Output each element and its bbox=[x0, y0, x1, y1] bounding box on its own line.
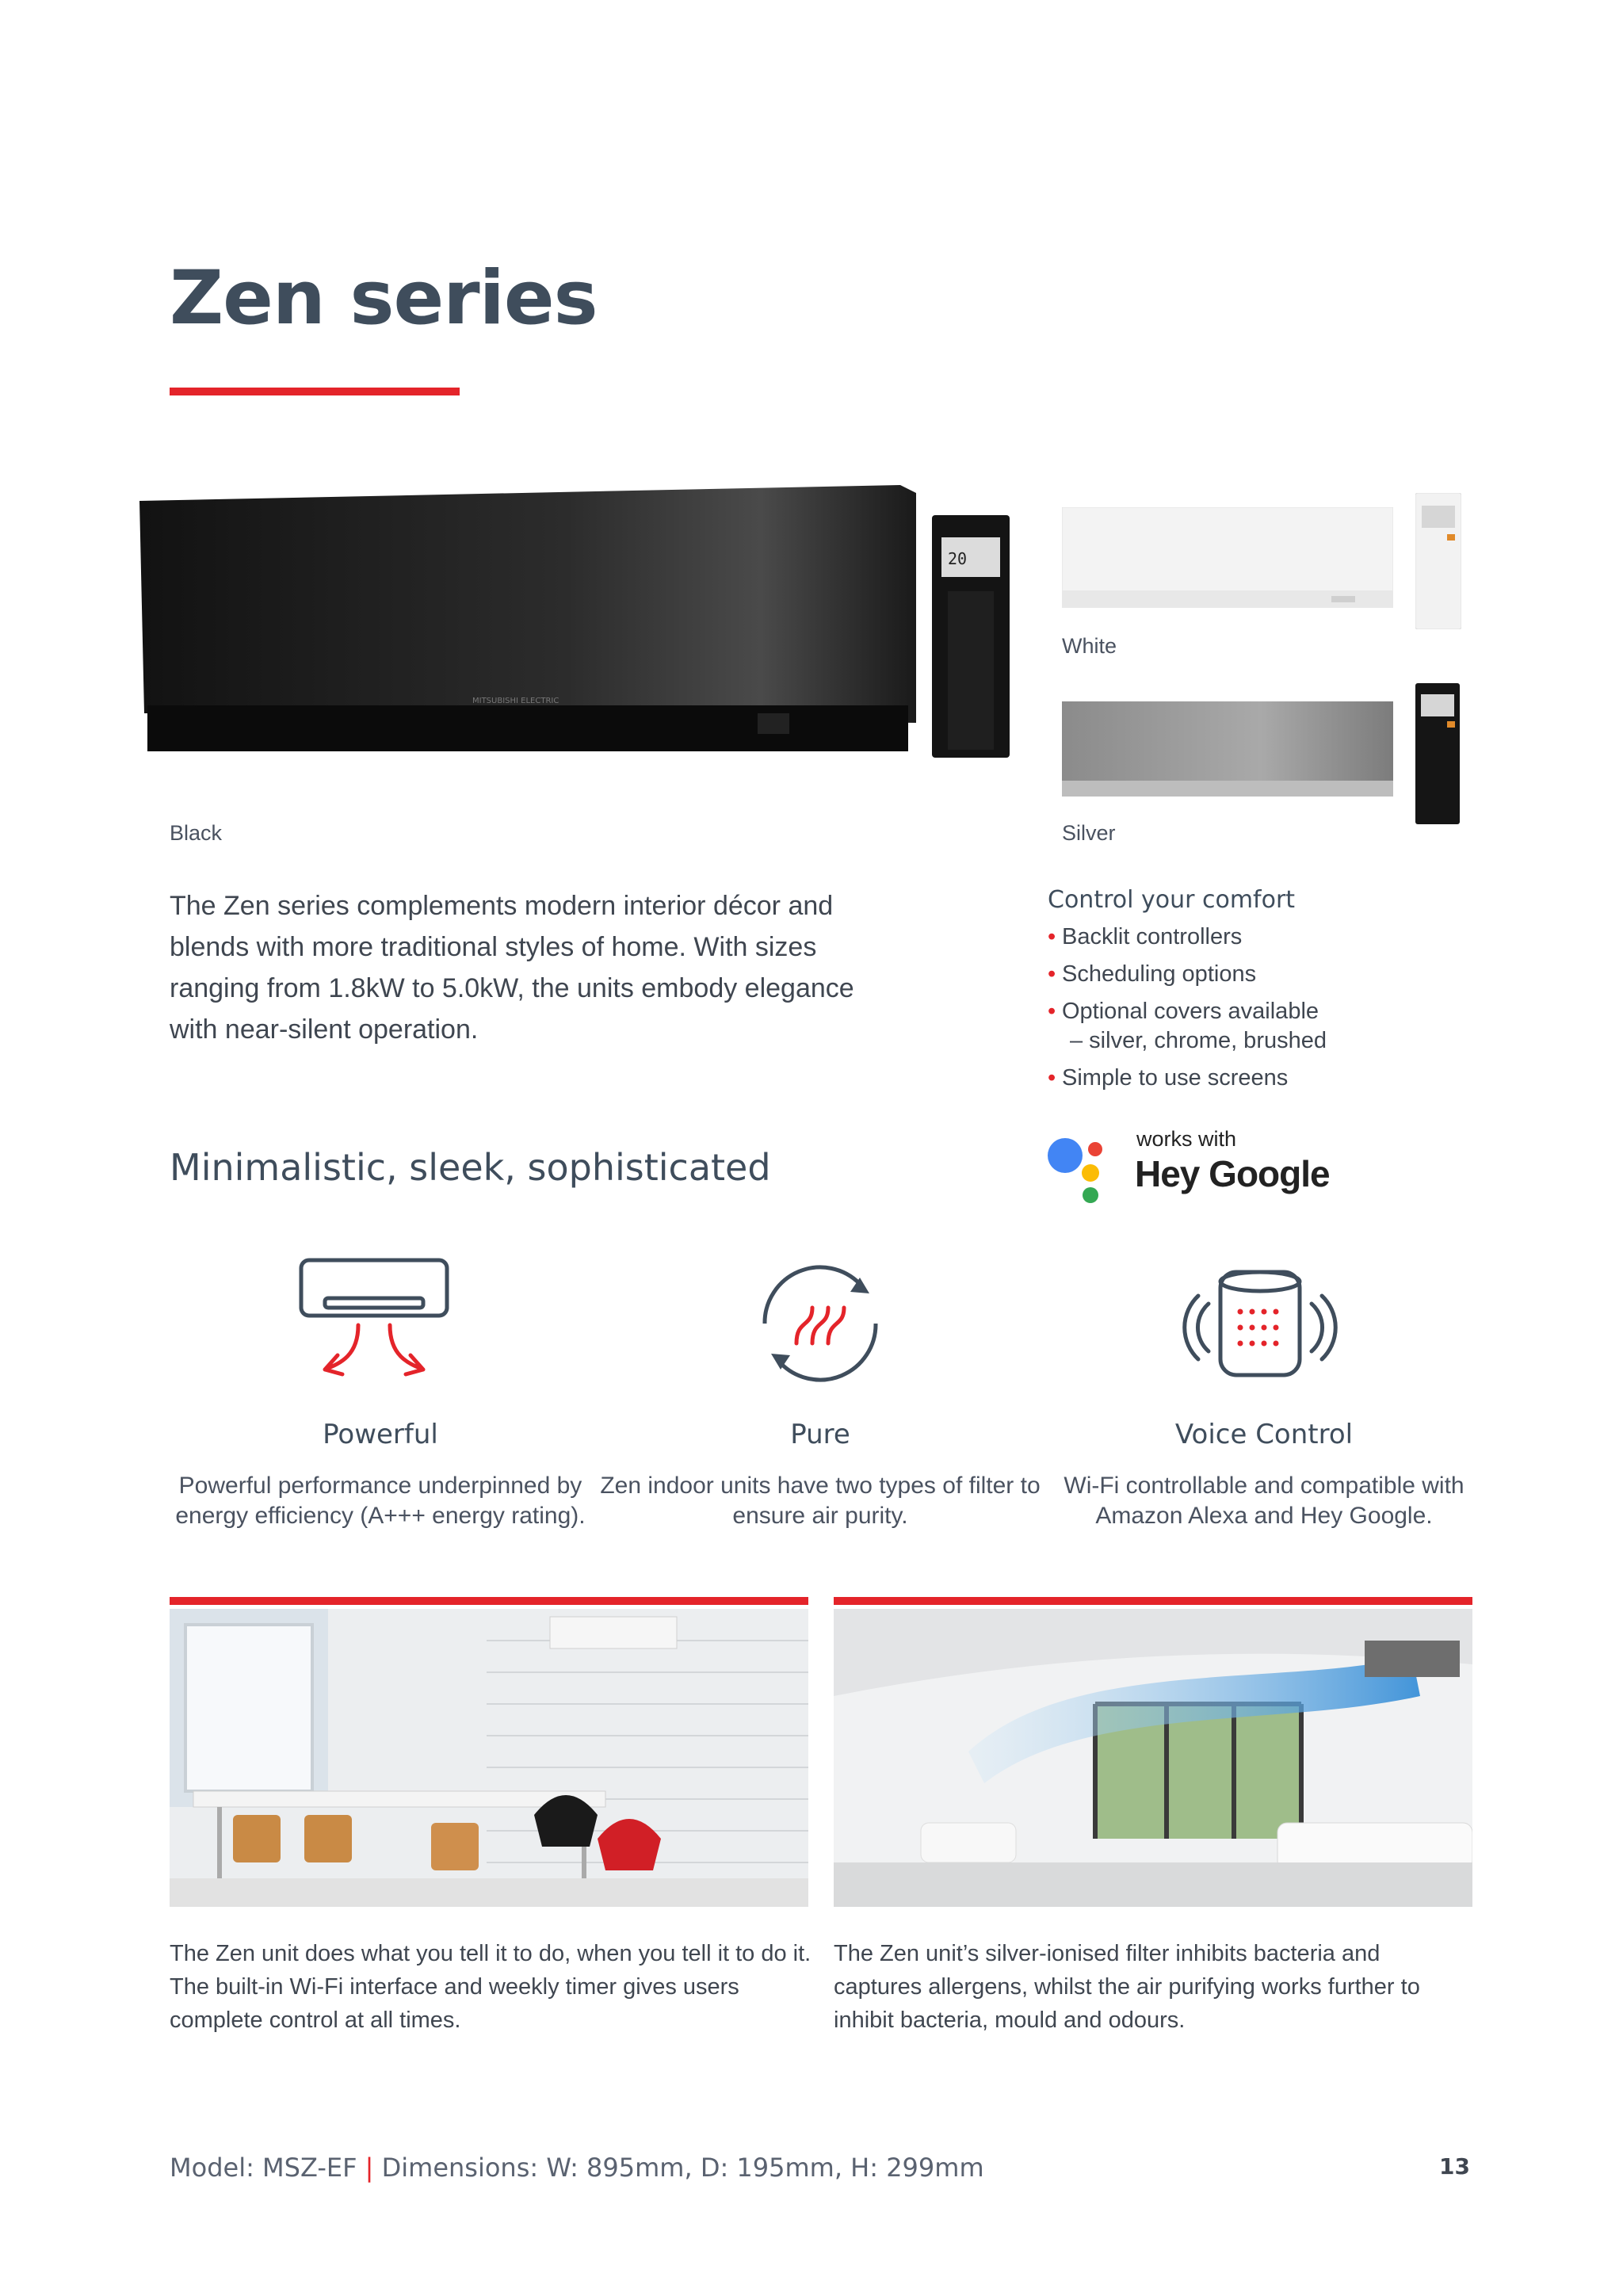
svg-text:MITSUBISHI ELECTRIC: MITSUBISHI ELECTRIC bbox=[472, 697, 559, 705]
google-assistant-icon bbox=[1048, 1132, 1111, 1203]
title-underline bbox=[170, 388, 460, 395]
living-room-photo bbox=[834, 1609, 1472, 1907]
list-item: • Backlit controllers bbox=[1048, 924, 1243, 949]
list-item: • Simple to use screens bbox=[1048, 1065, 1289, 1091]
page-number: 13 bbox=[1439, 2153, 1470, 2179]
remote-display-text: 20 bbox=[948, 549, 968, 568]
feature-title: Voice Control bbox=[1174, 1419, 1354, 1450]
google-badge-line2: Hey Google bbox=[1135, 1153, 1330, 1194]
voice-speaker-icon bbox=[1173, 1248, 1347, 1407]
white-unit-image bbox=[1062, 507, 1393, 610]
feature-description: Zen indoor units have two types of filter to ensure air purity. bbox=[600, 1473, 1041, 1529]
feature-title: Powerful bbox=[323, 1419, 438, 1450]
dining-room-photo bbox=[170, 1609, 808, 1907]
caption-silver: Silver bbox=[1062, 821, 1116, 845]
photo-rule-left bbox=[170, 1597, 808, 1605]
footer-separator: | bbox=[365, 2153, 374, 2183]
intro-paragraph: The Zen series complements modern interior décor and blends with more traditional styles of home. With sizes ranging from 1.8kW to 5.0kW, the units embody elegance with near-silent operation. bbox=[170, 891, 854, 1045]
air-conditioner-airflow-icon bbox=[293, 1252, 468, 1411]
list-item: • Scheduling options bbox=[1048, 961, 1257, 987]
silver-unit-image bbox=[1062, 701, 1393, 798]
list-item: • Optional covers available – silver, chrome, brushed bbox=[1048, 999, 1327, 1053]
paragraph-right: The Zen unit’s silver-ionised filter inhibits bacteria and captures allergens, whilst the air purifying works further to inhibit bacteria, mould and odours. bbox=[834, 1941, 1420, 2033]
black-remote-image bbox=[932, 515, 1010, 758]
white-remote-image bbox=[1415, 493, 1461, 629]
section-subheading: Minimalistic, sleek, sophisticated bbox=[170, 1146, 771, 1189]
feature-title: Pure bbox=[790, 1419, 850, 1450]
photo-rule-right bbox=[834, 1597, 1472, 1605]
feature-description: Wi-Fi controllable and compatible with Amazon Alexa and Hey Google. bbox=[1064, 1473, 1465, 1529]
caption-white: White bbox=[1062, 634, 1117, 658]
comfort-list bbox=[1048, 923, 1444, 1101]
feature-powerful bbox=[158, 1419, 602, 1531]
footer-dimensions: Dimensions: W: 895mm, D: 195mm, H: 299mm bbox=[381, 2153, 984, 2183]
black-unit-image bbox=[139, 485, 916, 755]
caption-black: Black bbox=[170, 821, 223, 845]
footer-model-info bbox=[170, 2153, 984, 2183]
pure-air-cycle-icon bbox=[733, 1244, 907, 1403]
google-badge-line1: works with bbox=[1136, 1127, 1237, 1151]
footer-model: Model: MSZ-EF bbox=[170, 2153, 357, 2183]
feature-voice-control bbox=[1034, 1419, 1494, 1531]
comfort-heading: Control your comfort bbox=[1048, 886, 1296, 914]
silver-remote-image bbox=[1415, 683, 1460, 824]
feature-pure bbox=[598, 1419, 1042, 1531]
page-title: Zen series bbox=[170, 255, 598, 342]
feature-description: Powerful performance underpinned by energy efficiency (A+++ energy rating). bbox=[175, 1473, 586, 1529]
paragraph-left: The Zen unit does what you tell it to do, when you tell it to do it. The built-in Wi-Fi interface and weekly timer gives users complete control at all times. bbox=[170, 1941, 812, 2033]
